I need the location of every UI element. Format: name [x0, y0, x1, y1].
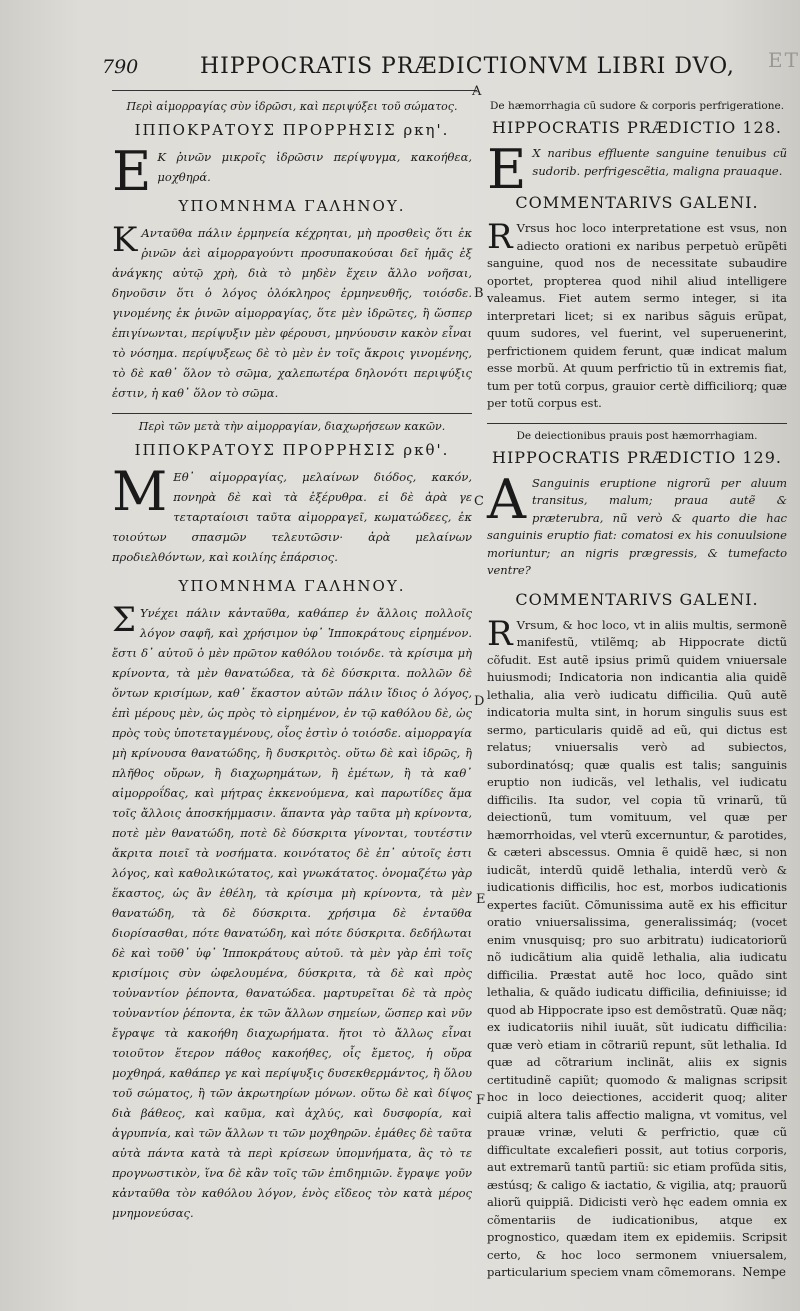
- latin-prediction-129: [487, 467, 787, 580]
- margin-letter-e: E: [476, 892, 486, 907]
- bleed-through-text: ET: [768, 48, 800, 72]
- latin-commentary-2: [487, 613, 787, 1282]
- greek-heading-commentary-1: ΥΠΟΜΝΗΜΑ ΓΑΛΗΝΟΥ.: [178, 197, 406, 215]
- running-title: HIPPOCRATIS PRÆDICTIONVM LIBRI DVO,: [200, 54, 735, 79]
- latin-heading-prediction-128: HIPPOCRATIS PRÆDICTIO 128.: [492, 118, 782, 137]
- greek-commentary-2: [112, 600, 472, 1223]
- latin-heading-commentary-2: COMMENTARIVS GALENI.: [515, 589, 759, 609]
- drop-cap: E: [487, 138, 527, 201]
- latin-commentary-1-text: Vrsus hoc loco interpretatione est vsus, non adiecto orationi ex naribus perpetuò erũpẽti sanguine, quod nos de necessitate subaudire oportet, propterea quod nihil aliud intelligere valeamus. Fiet autem sermo integer, si ita interpretari licet; si ex naribus sãguis erũpat, quum sudores, vel fuerint, vel superuenerint, perfrictionem quidem ferunt, quæ indicat malum esse morbũ. At quum perfrictio tũ in extremis fiat, tum per totũ corpus, grauior certè difficiliorq; quæ per totũ corpus est.: [487, 221, 787, 410]
- margin-letter-b: B: [474, 286, 484, 301]
- greek-prediction-129-text: Εθ᾽ αἱμορραγίας, μελαίνων διόδος, κακόν, πονηρὰ δὲ καὶ τὰ ἐξέρυθρα. εἰ δὲ ἀρὰ γε τεταρταίοισι ταῦτα αἱμορραγεῖ, κωματώδεες, ἐκ τοιούτων σπασμῶν τελευτῶσιν· ἀρὰ μελαίνων προδιελθόντων, καὶ κοιλίης ἐπάρσιος.: [112, 470, 472, 564]
- latin-commentary-2-text: Vrsum, & hoc loco, vt in aliis multis, sermonẽ manifestũ, vtilẽmq; ab Hippocrate dictũ cõfudit. Est autẽ ipsius primũ quidem vniuersale huiusmodi; Indicatoria non indicantia alia quidẽ lethalia, alia verò iudicatu difficilia. Quũ autẽ indicatoria multa sint, in horum singulis suus est sermo, particularis quidẽ ad eũ, qui dictus est relatus; vniuersalis verò ad subiectos, subordinatósq; quæ qualis est talis; sanguinis eruptio non iudicãs, vel lethalis, vel iudicatu difficilis. Ita sudor, vel copia tũ vrinarũ, tũ deiectionũ, tum vomituum, vel quæ per hæmorrhoidas, vel vterũ excernuntur, & parotides, & cæteri abscessus. Omnia ẽ quidẽ hæc, si non iudicãt, interdũ quidẽ lethalia, interdũ verò & iudicationis difficilis, hoc est, morbos iudicationis expertes faciũt. Cõmunissima autẽ ex his efficitur oratio vniuersalissima, generalissimáq; (vocet enim vnusquisq; pro suo arbitratu) iudicatoriorũ nõ iudicãtium alia quidẽ lethalia, alia iudicatu difficilia. Præstat autẽ hoc loco, quãdo sint lethalia, & quãdo iudicatu difficilia, definiuisse; id quod ab Hippocrate ipso est demõstratũ. Quæ nãq; ex iudicatoriis nihil iuuãt, sũt iudicatu difficilia: quæ verò etiam in cõtrariũ repunt, sũt lethalia. Id quæ ad cõtrarium inclinãt, aliis ex signis certitudinẽ capiũt; quomodo & malignas scripsit hoc in loco deiectiones, acciderit quoq; aliter cuipiã altera talis affectio maligna, vt vomitus, vel prauæ vrinæ, veluti & perfrictio, quæ cũ difficultate excalefieri possit, aut totius corporis, aut extremarũ tantũ partiũ: sic etiam profũda sitis, æstúsq; & caligo & iactatio, & vigilia, atq; prauorũ aliorũ quippiã. Didicisti verò hęc eadem omnia ex cõmentariis de iudicationibus, atque ex prognostico, quædam item ex epidemiis. Scripsit certo, & hoc loco sermonem vniuersalem, particularium speciem vnam cõmemorans.: [487, 617, 787, 1279]
- greek-commentary-2-text: Υνέχει πάλιν κἀνταῦθα, καθάπερ ἐν ἄλλοις πολλοῖς λόγον σαφῆ, καὶ χρήσιμον ὑφ᾽ Ἱπποκράτους εἰρημένον. ἔστι δ᾽ αὐτοῦ ὁ μὲν πρῶτον καθόλου τοιόνδε. τὰ κρίσιμα μὴ κρίνοντα, τὰ μὲν θανατώδεα, τὰ δὲ δύσκριτα. πολλῶν δὲ ὄντων κρισίμων, καθ᾽ ἕκαστον αὐτῶν πάλιν ἴδιος ὁ λόγος, ἐπὶ μέρους μὲν, ὡς πρὸς τὸ εἰρημένον, ἐν τῷ καθόλου δὲ, ὡς πρὸς τοὺς ὑποτεταγμένους, οἷος ἐστὶν ὁ τοιόσδε. αἱμορραγία μὴ κρίνουσα θανατώδης, ἢ δυσκριτὸς. οὕτω δὲ καὶ ἱδρῶς, ἢ πλῆθος οὔρων, ἢ διαχωρημάτων, ἢ ἐμέτων, ἢ τὰ καθ᾽ αἱμορροΐδας, καὶ μήτρας ἐκκενούμενα, καὶ παρωτίδες ἅμα τοῖς ἄλλοις ἀποσκήμμασιν. ἅπαντα γὰρ ταῦτα μὴ κρίνοντα, ποτὲ μὲν θανατώδη, ποτὲ δὲ δύσκριτα γίνονται, τουτέστιν ἄκριτα ποιεῖ τὰ νοσήματα. κοινότατος δὲ ἐπ᾽ αὐτοῖς ἐστι λόγος, καὶ καθολικώτατος, καὶ γνωκάτατος. ὀνομαζέτω γὰρ ἕκαστος, ὡς ἂν ἐθέλη, τὰ κρίσιμα μὴ κρίνοντα, τὰ μὲν θανατώδη, τὰ δὲ δύσκριτα. χρήσιμα δὲ ἐνταῦθα διορίσασθαι, πότε θανατώδη, καὶ πότε δύσκριτα. δεδήλωται δὲ καὶ τοῦθ᾽ ὑφ᾽ Ἱπποκράτους αὐτοῦ. τὰ μὲν γὰρ ἐπὶ τοῖς κρισίμοις σὺν ὠφελουμένα, δύσκριτα, τὰ δὲ καὶ πρὸς τοὐναντίον ῥέποντα, θανατώδεα. μαρτυρεῖται δὲ τὰ πρὸς τοὐναντίον ῥέποντα, ἐκ τῶν ἄλλων σημείων, ὥσπερ καὶ νῦν ἔγραψε τὰ κακοήθη διαχωρήματα. ἤτοι τὸ ἄλλως εἶναι τοιοῦτον ἕτερον πάθος κακοήθες, οἷς ἔμετος, ἡ οὔρα μοχθηρά, καθάπερ γε καὶ περίψυξις δυσεκθερμάντος, ἢ ὅλου τοῦ σώματος, ἢ τῶν ἀκρωτηρίων μόνων. οὕτω δὲ καὶ δίψος διὰ βάθεος, καὶ καῦμα, καὶ ἀχλύς, καὶ δυσφορία, καὶ ἀγρυπνία, καὶ τῶν ἄλλων τι τῶν μοχθηρῶν. ἐμάθες δὲ ταῦτα αὐτὰ πάντα κατὰ τὰ περὶ κρίσεων ὑπομνήματα, ἃς τὸ τε προγνωστικὸν, ἵνα δὲ κἂν τοῖς τῶν ἐπιδημιῶν. ἔγραψε γοῦν κἀνταῦθα τὸν καθόλου λόγον, ἑνὸς εἴδεος τὸν κατὰ μέρος μνημονεύσας.: [112, 606, 472, 1220]
- greek-prediction-128-text: Κ ῥινῶν μικροῖς ἱδρῶσιν περίψυγμα, κακοήθεα, μοχθηρά.: [157, 150, 472, 184]
- margin-letter-d: D: [474, 694, 485, 709]
- greek-column: [112, 96, 472, 1271]
- drop-cap: A: [487, 467, 526, 531]
- latin-prediction-128: [487, 138, 787, 201]
- greek-heading-commentary-2: ΥΠΟΜΝΗΜΑ ΓΑΛΗΝΟΥ.: [178, 577, 406, 595]
- margin-letter-a: A: [472, 84, 482, 99]
- page-number: 790: [102, 56, 139, 78]
- drop-cap: Ε: [112, 140, 152, 203]
- latin-gloss-2: De deiectionibus prauis post hæmorrhagiam.: [516, 429, 758, 442]
- catchword: Nempe: [742, 1265, 786, 1279]
- greek-prediction-129: [112, 460, 472, 567]
- latin-commentary-1: [487, 217, 787, 413]
- latin-prediction-129-text: Sanguinis eruptione nigrorũ per aluum transitus, malum; praua autẽ & præterubra, nũ verò & quarto die hac sanguinis eruptio fiat: comatosi ex his conuulsione moriuntur; an nigris prægressis, & tumefacto ventre?: [487, 475, 787, 577]
- greek-gloss-1: Περὶ αἱμορραγίας σὺν ἱδρῶσι, καὶ περιψύξει τοῦ σώματος.: [126, 100, 458, 113]
- greek-gloss-2: Περὶ τῶν μετὰ τὴν αἱμορραγίαν, διαχωρήσεων κακῶν.: [138, 420, 446, 433]
- latin-prediction-128-text: X naribus effluente sanguine tenuibus cũ sudorib. perfrigescẽtia, maligna prauaque.: [532, 146, 787, 178]
- latin-heading-commentary-1: COMMENTARIVS GALENI.: [515, 193, 759, 212]
- section-divider: [487, 423, 787, 424]
- page-header: [100, 50, 735, 84]
- drop-cap: R: [487, 217, 513, 257]
- greek-commentary-1: [112, 220, 472, 403]
- header-rule: [112, 90, 477, 91]
- drop-cap: Σ: [112, 600, 137, 640]
- latin-heading-prediction-129: HIPPOCRATIS PRÆDICTIO 129.: [492, 447, 782, 467]
- drop-cap: R: [487, 613, 513, 654]
- latin-gloss-1: De hæmorrhagia cũ sudore & corporis perfrigeratione.: [489, 100, 785, 112]
- drop-cap: Κ: [112, 220, 138, 260]
- drop-cap: Μ: [112, 460, 168, 523]
- greek-heading-prediction-129: ΙΠΠΟΚΡΑΤΟΥΣ ΠΡΟΡΡΗΣΙΣ ρκθ'.: [134, 441, 450, 459]
- greek-prediction-128: [112, 140, 472, 203]
- margin-letter-f: F: [476, 1093, 486, 1108]
- greek-heading-prediction-128: ΙΠΠΟΚΡΑΤΟΥΣ ΠΡΟΡΡΗΣΙΣ ρκη'.: [134, 121, 450, 139]
- margin-letter-c: C: [474, 494, 484, 509]
- section-divider: [112, 413, 472, 414]
- greek-commentary-1-text: Ανταῦθα πάλιν ἑρμηνεία κέχρηται, μὴ προσθεὶς ὅτι ἐκ ῥινῶν ἀεὶ αἱμορραγούντι προσυπακούσαι δεῖ ἡμᾶς ἐξ ἀνάγκης αὐτῷ χρὴ, διὰ τὸ μηδὲν ἔχειν ἄλλο νοῆσαι, δηνοῦσιν ὅτι ὁ λόγος ὁλόκληρος ἑρμηνευθῆς, τοιόσδε. γινομένης ἐκ ῥινῶν αἱμορραγίας, ὅτε μὲν ἱδρῶτες, ἢ ὥσπερ ἐπιγίνωνται, περίψυξιν μὲν φέρουσι, μηνύουσιν κακὸν εἶναι τὸ νόσημα. περίψυξεως δὲ τὸ μὲν ἐν τοῖς ἄκροις γινομένης, τὸ δὲ καθ᾽ ὅλον τὸ σῶμα, χαλεπωτέρα δηλονότι περιψύξις ἐστιν, ἡ καθ᾽ ὅλον τὸ σῶμα.: [112, 226, 472, 400]
